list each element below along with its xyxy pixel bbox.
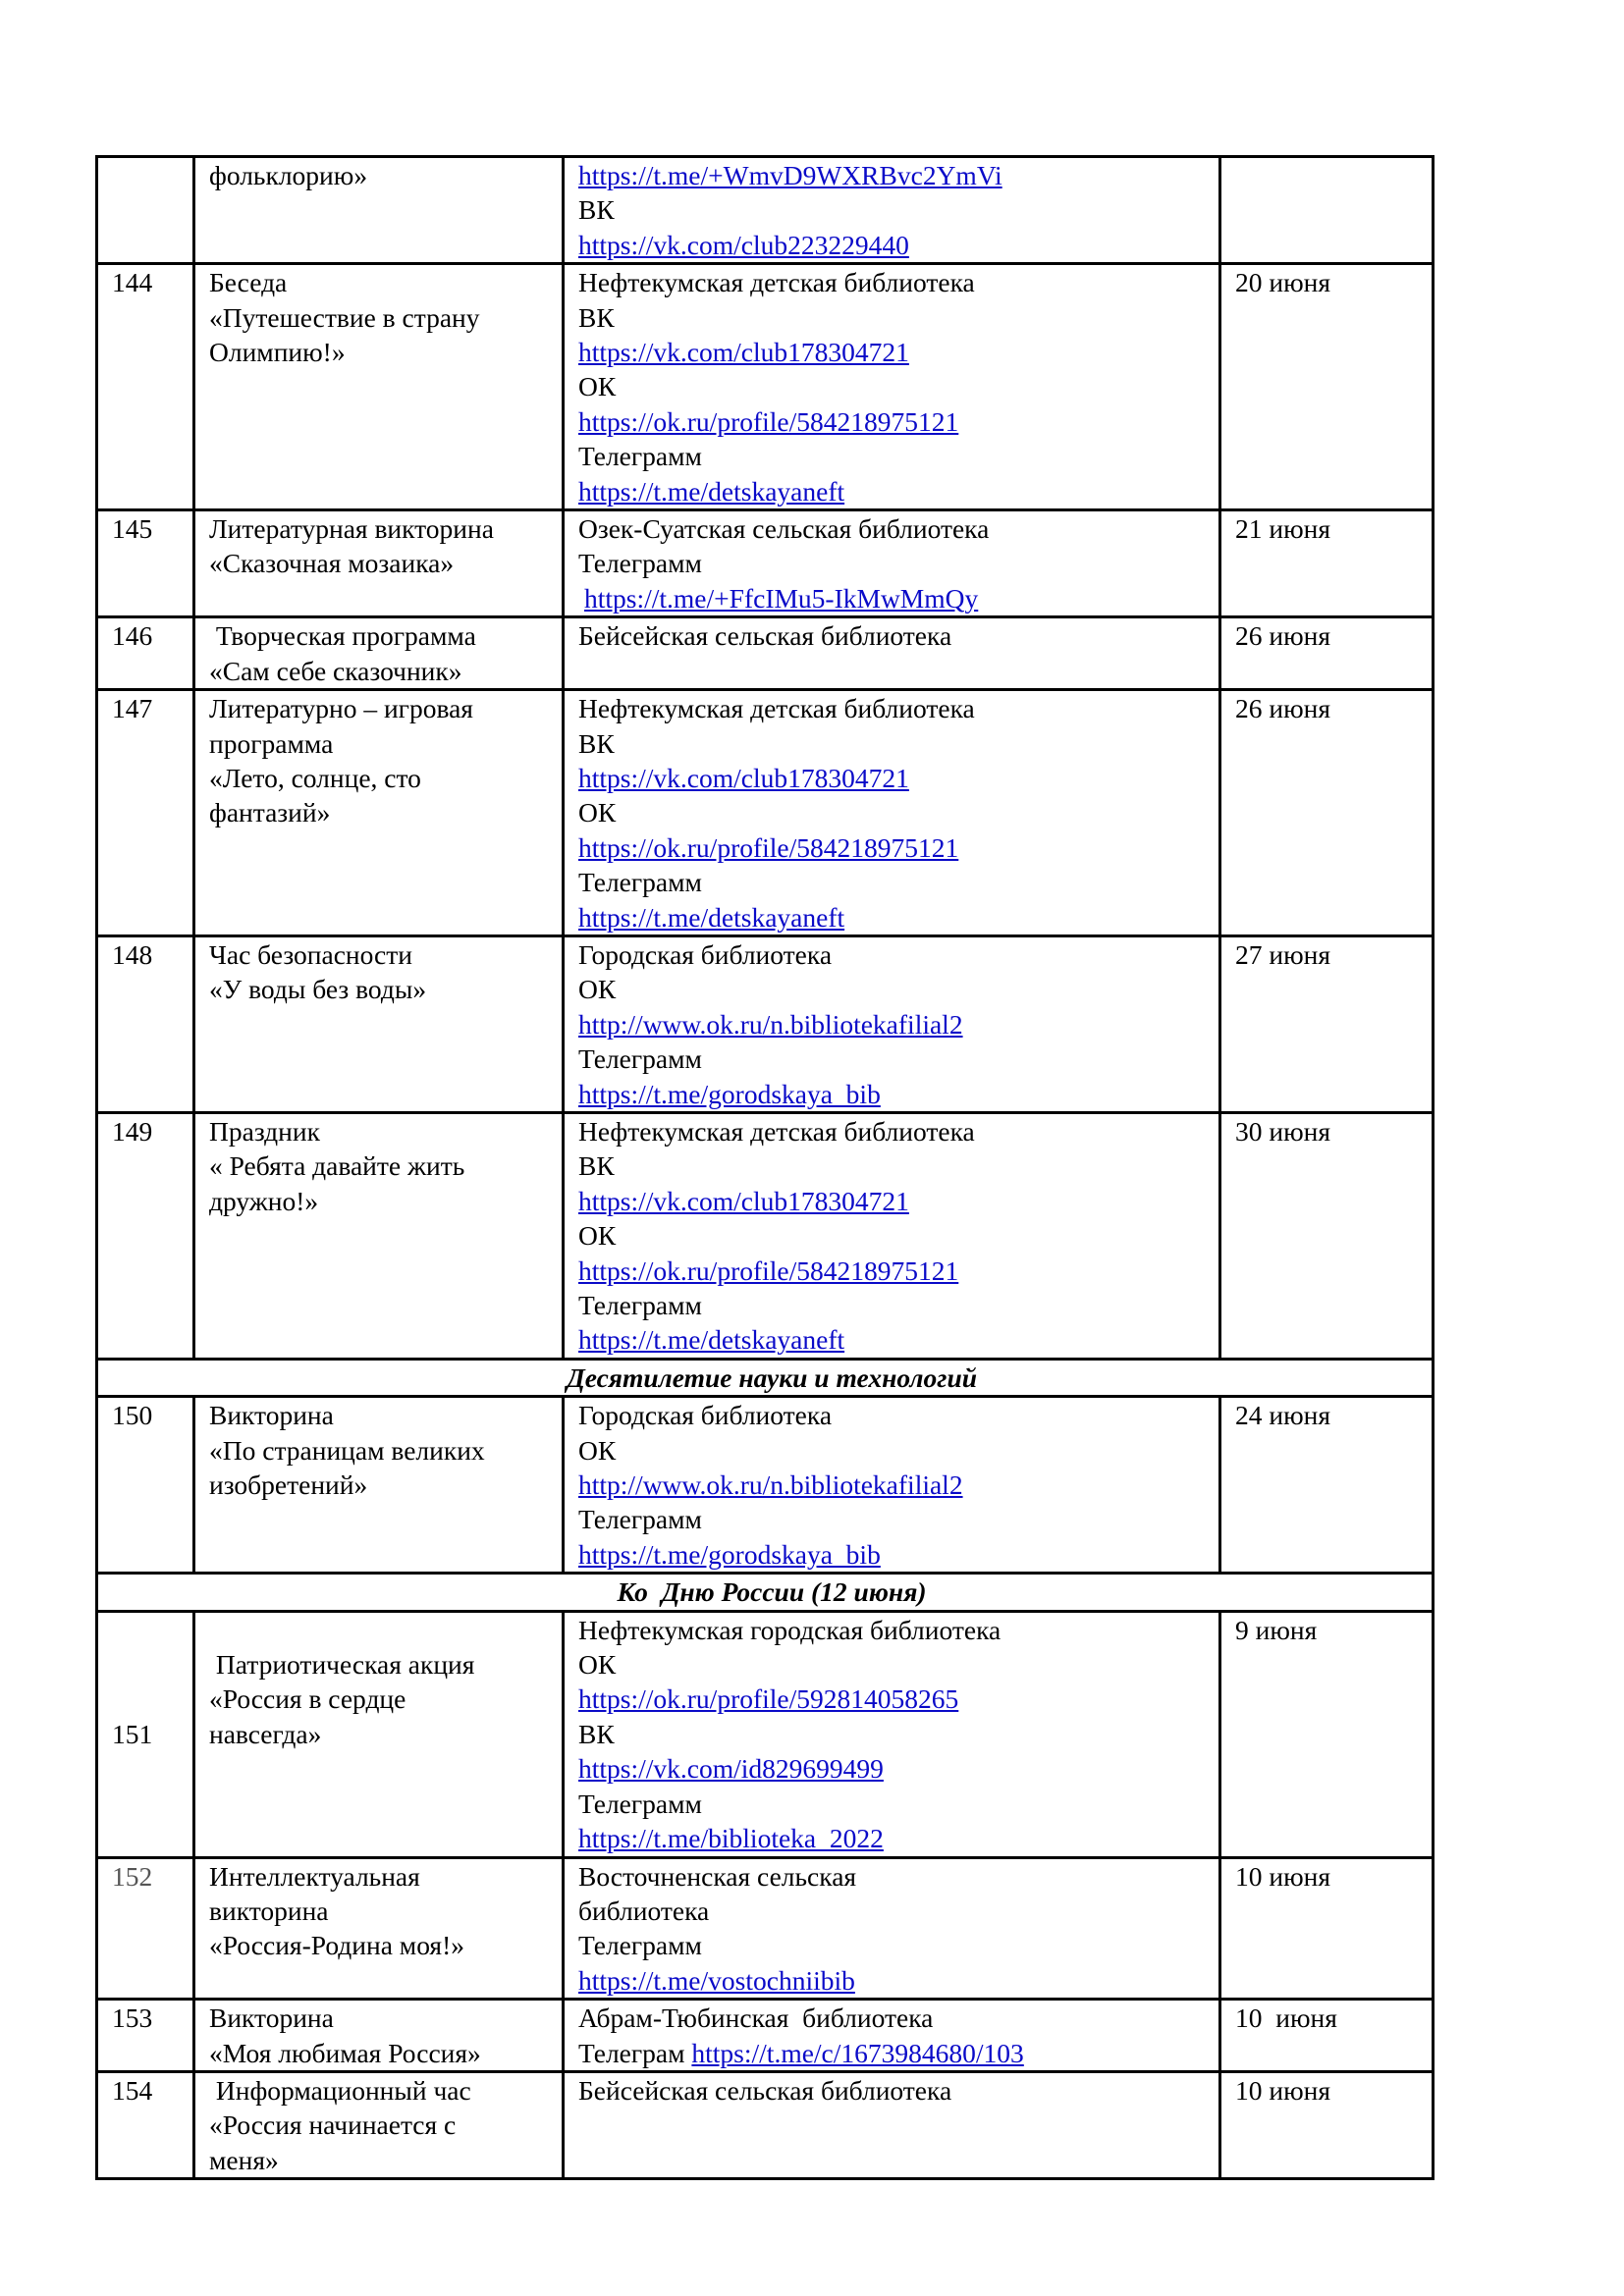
venue-link[interactable]: https://t.me/+FfcIMu5-IkMwMmQy: [584, 582, 979, 614]
venue-cell: [564, 264, 1220, 510]
event-title-line: дружно!»: [209, 1185, 319, 1216]
event-title-line: Литературная викторина: [209, 513, 494, 545]
venue-line: [578, 1787, 1218, 1821]
venue-line: [578, 726, 1218, 761]
venue-text: ВК: [578, 727, 615, 759]
venue-line: [578, 1647, 1218, 1682]
row-number: 152: [97, 1857, 194, 2000]
venue-link-line: [578, 1682, 1218, 1716]
venue-text: Телеграмм: [578, 1788, 702, 1819]
venue-line: [578, 1859, 1218, 1894]
event-title-cell: [194, 1112, 564, 1359]
venue-link[interactable]: http://www.ok.ru/n.bibliotekafilial2: [578, 1469, 963, 1501]
section-header-row: [97, 1574, 1434, 1611]
section-title: Ко Дню России (12 июня): [97, 1574, 1434, 1611]
event-date: 10 июня: [1220, 2000, 1434, 2072]
row-number: 147: [97, 690, 194, 936]
venue-line: [578, 2036, 1218, 2070]
row-number: 153: [97, 2000, 194, 2072]
event-title-line: навсегда»: [209, 1718, 322, 1749]
venue-line: [578, 1717, 1218, 1751]
venue-line: [578, 972, 1218, 1006]
venue-line: [578, 865, 1218, 899]
row-number: 144: [97, 264, 194, 510]
event-title-line: «Россия в сердце: [209, 1683, 406, 1715]
event-title-cell: [194, 690, 564, 936]
venue-text: Телеграмм: [578, 1504, 702, 1535]
venue-text: Бейсейская сельская библиотека: [578, 2074, 952, 2106]
venue-line: [578, 1928, 1218, 1962]
venue-cell: [564, 1857, 1220, 2000]
venue-text: ОК: [578, 1649, 617, 1681]
event-title-line: Праздник: [209, 1115, 320, 1147]
venue-line: [578, 1288, 1218, 1322]
event-title-line: викторина: [209, 1895, 329, 1926]
venue-text: Городская библиотека: [578, 1400, 833, 1431]
event-date: 30 июня: [1220, 1112, 1434, 1359]
venue-line: [578, 439, 1218, 473]
event-title-line: Олимпию!»: [209, 337, 346, 368]
venue-link[interactable]: https://t.me/gorodskaya_bib: [578, 1078, 881, 1109]
venue-link[interactable]: https://t.me/c/1673984680/103: [691, 2037, 1024, 2068]
venue-link[interactable]: https://t.me/detskayaneft: [578, 475, 845, 507]
venue-line: [578, 192, 1218, 227]
venue-text: Телеграмм: [578, 1290, 702, 1320]
event-title-line: «Путешествие в страну: [209, 301, 480, 333]
venue-link[interactable]: https://vk.com/club178304721: [578, 337, 909, 368]
event-title-cell: [194, 1397, 564, 1574]
event-title-line: меня»: [209, 2144, 279, 2175]
venue-link-line: [578, 1077, 1218, 1111]
venue-line: [578, 546, 1218, 580]
venue-line: [578, 2001, 1218, 2035]
event-title-line: Беседа: [209, 267, 288, 298]
event-title-line: «У воды без воды»: [209, 974, 427, 1005]
row-number: 150: [97, 1397, 194, 1574]
venue-cell: [564, 935, 1220, 1112]
event-title-line: «Сам себе сказочник»: [209, 655, 462, 686]
venue-line: [578, 1041, 1218, 1076]
venue-link-line: [578, 404, 1218, 439]
event-title-line: Викторина: [209, 1400, 334, 1431]
event-date: 26 июня: [1220, 617, 1434, 690]
venue-line: [578, 1148, 1218, 1183]
venue-link-line: [578, 1007, 1218, 1041]
table-row: [97, 690, 1434, 936]
venue-text: ВК: [578, 1150, 615, 1182]
table-row: [97, 935, 1434, 1112]
venue-line: [578, 511, 1218, 546]
venue-line: [578, 1398, 1218, 1432]
event-date: [1220, 157, 1434, 264]
venue-text: ВК: [578, 301, 615, 333]
venue-text: Восточненская сельская: [578, 1860, 857, 1892]
venue-line: [578, 1114, 1218, 1148]
row-number: 146: [97, 617, 194, 690]
venue-link[interactable]: https://vk.com/id829699499: [578, 1753, 884, 1785]
venue-link-line: [578, 830, 1218, 865]
venue-link[interactable]: https://ok.ru/profile/584218975121: [578, 405, 959, 437]
venue-line: [578, 2073, 1218, 2108]
table-row: [97, 2071, 1434, 2178]
event-title-line: Интеллектуальная: [209, 1860, 420, 1892]
venue-text: ОК: [578, 974, 617, 1005]
venue-text: Телеграмм: [578, 867, 702, 898]
venue-link[interactable]: https://ok.ru/profile/592814058265: [578, 1683, 959, 1715]
table-row: [97, 617, 1434, 690]
venue-line: [578, 691, 1218, 725]
event-title-cell: [194, 1611, 564, 1857]
venue-link-line: [578, 1322, 1218, 1357]
event-title-line: изобретений»: [209, 1469, 368, 1501]
event-title-line: «Россия-Родина моя!»: [209, 1930, 464, 1961]
venue-text: ВК: [578, 1718, 615, 1749]
event-date: 9 июня: [1220, 1611, 1434, 1857]
event-title-cell: [194, 2071, 564, 2178]
event-title-line: Викторина: [209, 2002, 334, 2034]
event-title-line: фантазий»: [209, 797, 331, 828]
venue-text: Нефтекумская детская библиотека: [578, 1115, 975, 1147]
event-date: 10 июня: [1220, 1857, 1434, 2000]
venue-line: [578, 265, 1218, 299]
venue-link-line: [578, 1537, 1218, 1572]
venue-link[interactable]: http://www.ok.ru/n.bibliotekafilial2: [578, 1008, 963, 1040]
venue-link[interactable]: https://t.me/detskayaneft: [578, 1324, 845, 1356]
venue-text: Нефтекумская детская библиотека: [578, 693, 975, 724]
venue-link-line: [578, 1821, 1218, 1855]
venue-line: [578, 1894, 1218, 1928]
venue-link[interactable]: https://t.me/vostochniibib: [578, 1964, 855, 1996]
venue-text: ОК: [578, 797, 617, 828]
venue-text: Городская библиотека: [578, 938, 833, 970]
venue-text: ОК: [578, 371, 617, 402]
venue-cell: [564, 157, 1220, 264]
event-title-line: « Ребята давайте жить: [209, 1150, 465, 1182]
venue-link[interactable]: https://t.me/+WmvD9WXRBvc2YmVi: [578, 160, 1002, 190]
venue-line: [578, 1502, 1218, 1536]
event-title-cell: [194, 510, 564, 617]
venue-link-line: [578, 1751, 1218, 1786]
event-title-line: «Сказочная мозаика»: [209, 548, 455, 579]
event-title-cell: [194, 2000, 564, 2072]
venue-link-line: [578, 900, 1218, 934]
venue-link-line: [578, 474, 1218, 508]
venue-link-line: [578, 1254, 1218, 1288]
table-row: [97, 1611, 1434, 1857]
event-title-line: [209, 1613, 562, 1647]
venue-line: [578, 1433, 1218, 1468]
venue-link[interactable]: https://t.me/gorodskaya_bib: [578, 1538, 881, 1570]
section-header-row: [97, 1359, 1434, 1396]
venue-text: ВК: [578, 194, 615, 226]
table-row: [97, 1857, 1434, 2000]
venue-link-line: [578, 1184, 1218, 1218]
venue-text: Телеграмм: [578, 548, 702, 579]
venue-text: Телеграмм: [578, 441, 702, 472]
venue-link[interactable]: https://t.me/biblioteka_2022: [578, 1823, 884, 1854]
venue-cell: [564, 2071, 1220, 2178]
event-title-line: Час безопасности: [209, 938, 413, 970]
venue-cell: [564, 1397, 1220, 1574]
table-row: [97, 2000, 1434, 2072]
venue-link-line: [578, 1963, 1218, 1998]
event-title-line: Патриотическая акция: [209, 1649, 475, 1681]
row-number: 149: [97, 1112, 194, 1359]
venue-text: ОК: [578, 1220, 617, 1252]
venue-text: Телеграмм: [578, 1930, 702, 1961]
events-table: [95, 155, 1435, 2180]
event-date: 26 июня: [1220, 690, 1434, 936]
venue-text: Нефтекумская городская библиотека: [578, 1614, 1001, 1645]
venue-link-line: [578, 228, 1218, 262]
event-title-cell: [194, 264, 564, 510]
venue-text: Озек-Суатская сельская библиотека: [578, 513, 990, 545]
venue-link-line: [578, 581, 1218, 615]
table-row: [97, 510, 1434, 617]
event-title-line: фольклорию»: [209, 160, 368, 190]
venue-text: Телеграм: [578, 2037, 692, 2068]
venue-cell: [564, 1611, 1220, 1857]
venue-text: Нефтекумская детская библиотека: [578, 267, 975, 298]
event-date: 21 июня: [1220, 510, 1434, 617]
venue-link[interactable]: https://t.me/detskayaneft: [578, 901, 845, 933]
table-row: [97, 1397, 1434, 1574]
event-title-line: «По страницам великих: [209, 1434, 485, 1466]
row-number: [97, 157, 194, 264]
venue-text: Бейсейская сельская библиотека: [578, 620, 952, 652]
row-number: 145: [97, 510, 194, 617]
venue-line: [578, 300, 1218, 335]
venue-line: [578, 937, 1218, 972]
event-title-line: Информационный час: [209, 2074, 471, 2106]
section-title: Десятилетие науки и технологий: [97, 1359, 1434, 1396]
event-title-line: «Лето, солнце, сто: [209, 762, 421, 793]
venue-link[interactable]: https://vk.com/club178304721: [578, 762, 909, 793]
venue-cell: [564, 510, 1220, 617]
venue-link[interactable]: https://ok.ru/profile/584218975121: [578, 1255, 959, 1286]
event-title-line: программа: [209, 727, 334, 759]
event-title-line: «Россия начинается с: [209, 2109, 457, 2141]
event-title-cell: [194, 617, 564, 690]
venue-line: [578, 1218, 1218, 1253]
event-title-line: Литературно – игровая: [209, 693, 473, 724]
venue-line: [578, 618, 1218, 653]
event-date: 20 июня: [1220, 264, 1434, 510]
table-row: [97, 157, 1434, 264]
venue-link-line: [578, 761, 1218, 795]
venue-cell: [564, 1112, 1220, 1359]
venue-text: ОК: [578, 1434, 617, 1466]
venue-cell: [564, 2000, 1220, 2072]
venue-link[interactable]: https://vk.com/club178304721: [578, 1185, 909, 1216]
venue-link[interactable]: https://vk.com/club223229440: [578, 229, 909, 260]
row-number: 154: [97, 2071, 194, 2178]
venue-line: [578, 795, 1218, 829]
table-row: [97, 1112, 1434, 1359]
event-title-line: «Моя любимая Россия»: [209, 2037, 481, 2068]
venue-link-line: [578, 1468, 1218, 1502]
table-row: [97, 264, 1434, 510]
venue-link[interactable]: https://ok.ru/profile/584218975121: [578, 831, 959, 863]
venue-link-line: [578, 335, 1218, 369]
venue-line: [578, 369, 1218, 403]
event-date: 10 июня: [1220, 2071, 1434, 2178]
venue-cell: [564, 690, 1220, 936]
venue-text: Абрам-Тюбинская библиотека: [578, 2002, 934, 2034]
event-title-line: Творческая программа: [209, 620, 476, 652]
event-title-cell: [194, 935, 564, 1112]
venue-text: библиотека: [578, 1895, 710, 1926]
event-date: 27 июня: [1220, 935, 1434, 1112]
event-title-cell: [194, 1857, 564, 2000]
event-title-cell: [194, 157, 564, 264]
row-number: 151: [97, 1611, 194, 1857]
venue-line: [578, 1613, 1218, 1647]
row-number: 148: [97, 935, 194, 1112]
venue-link-line: [578, 158, 1218, 192]
venue-cell: [564, 617, 1220, 690]
venue-text: Телеграмм: [578, 1043, 702, 1075]
event-date: 24 июня: [1220, 1397, 1434, 1574]
